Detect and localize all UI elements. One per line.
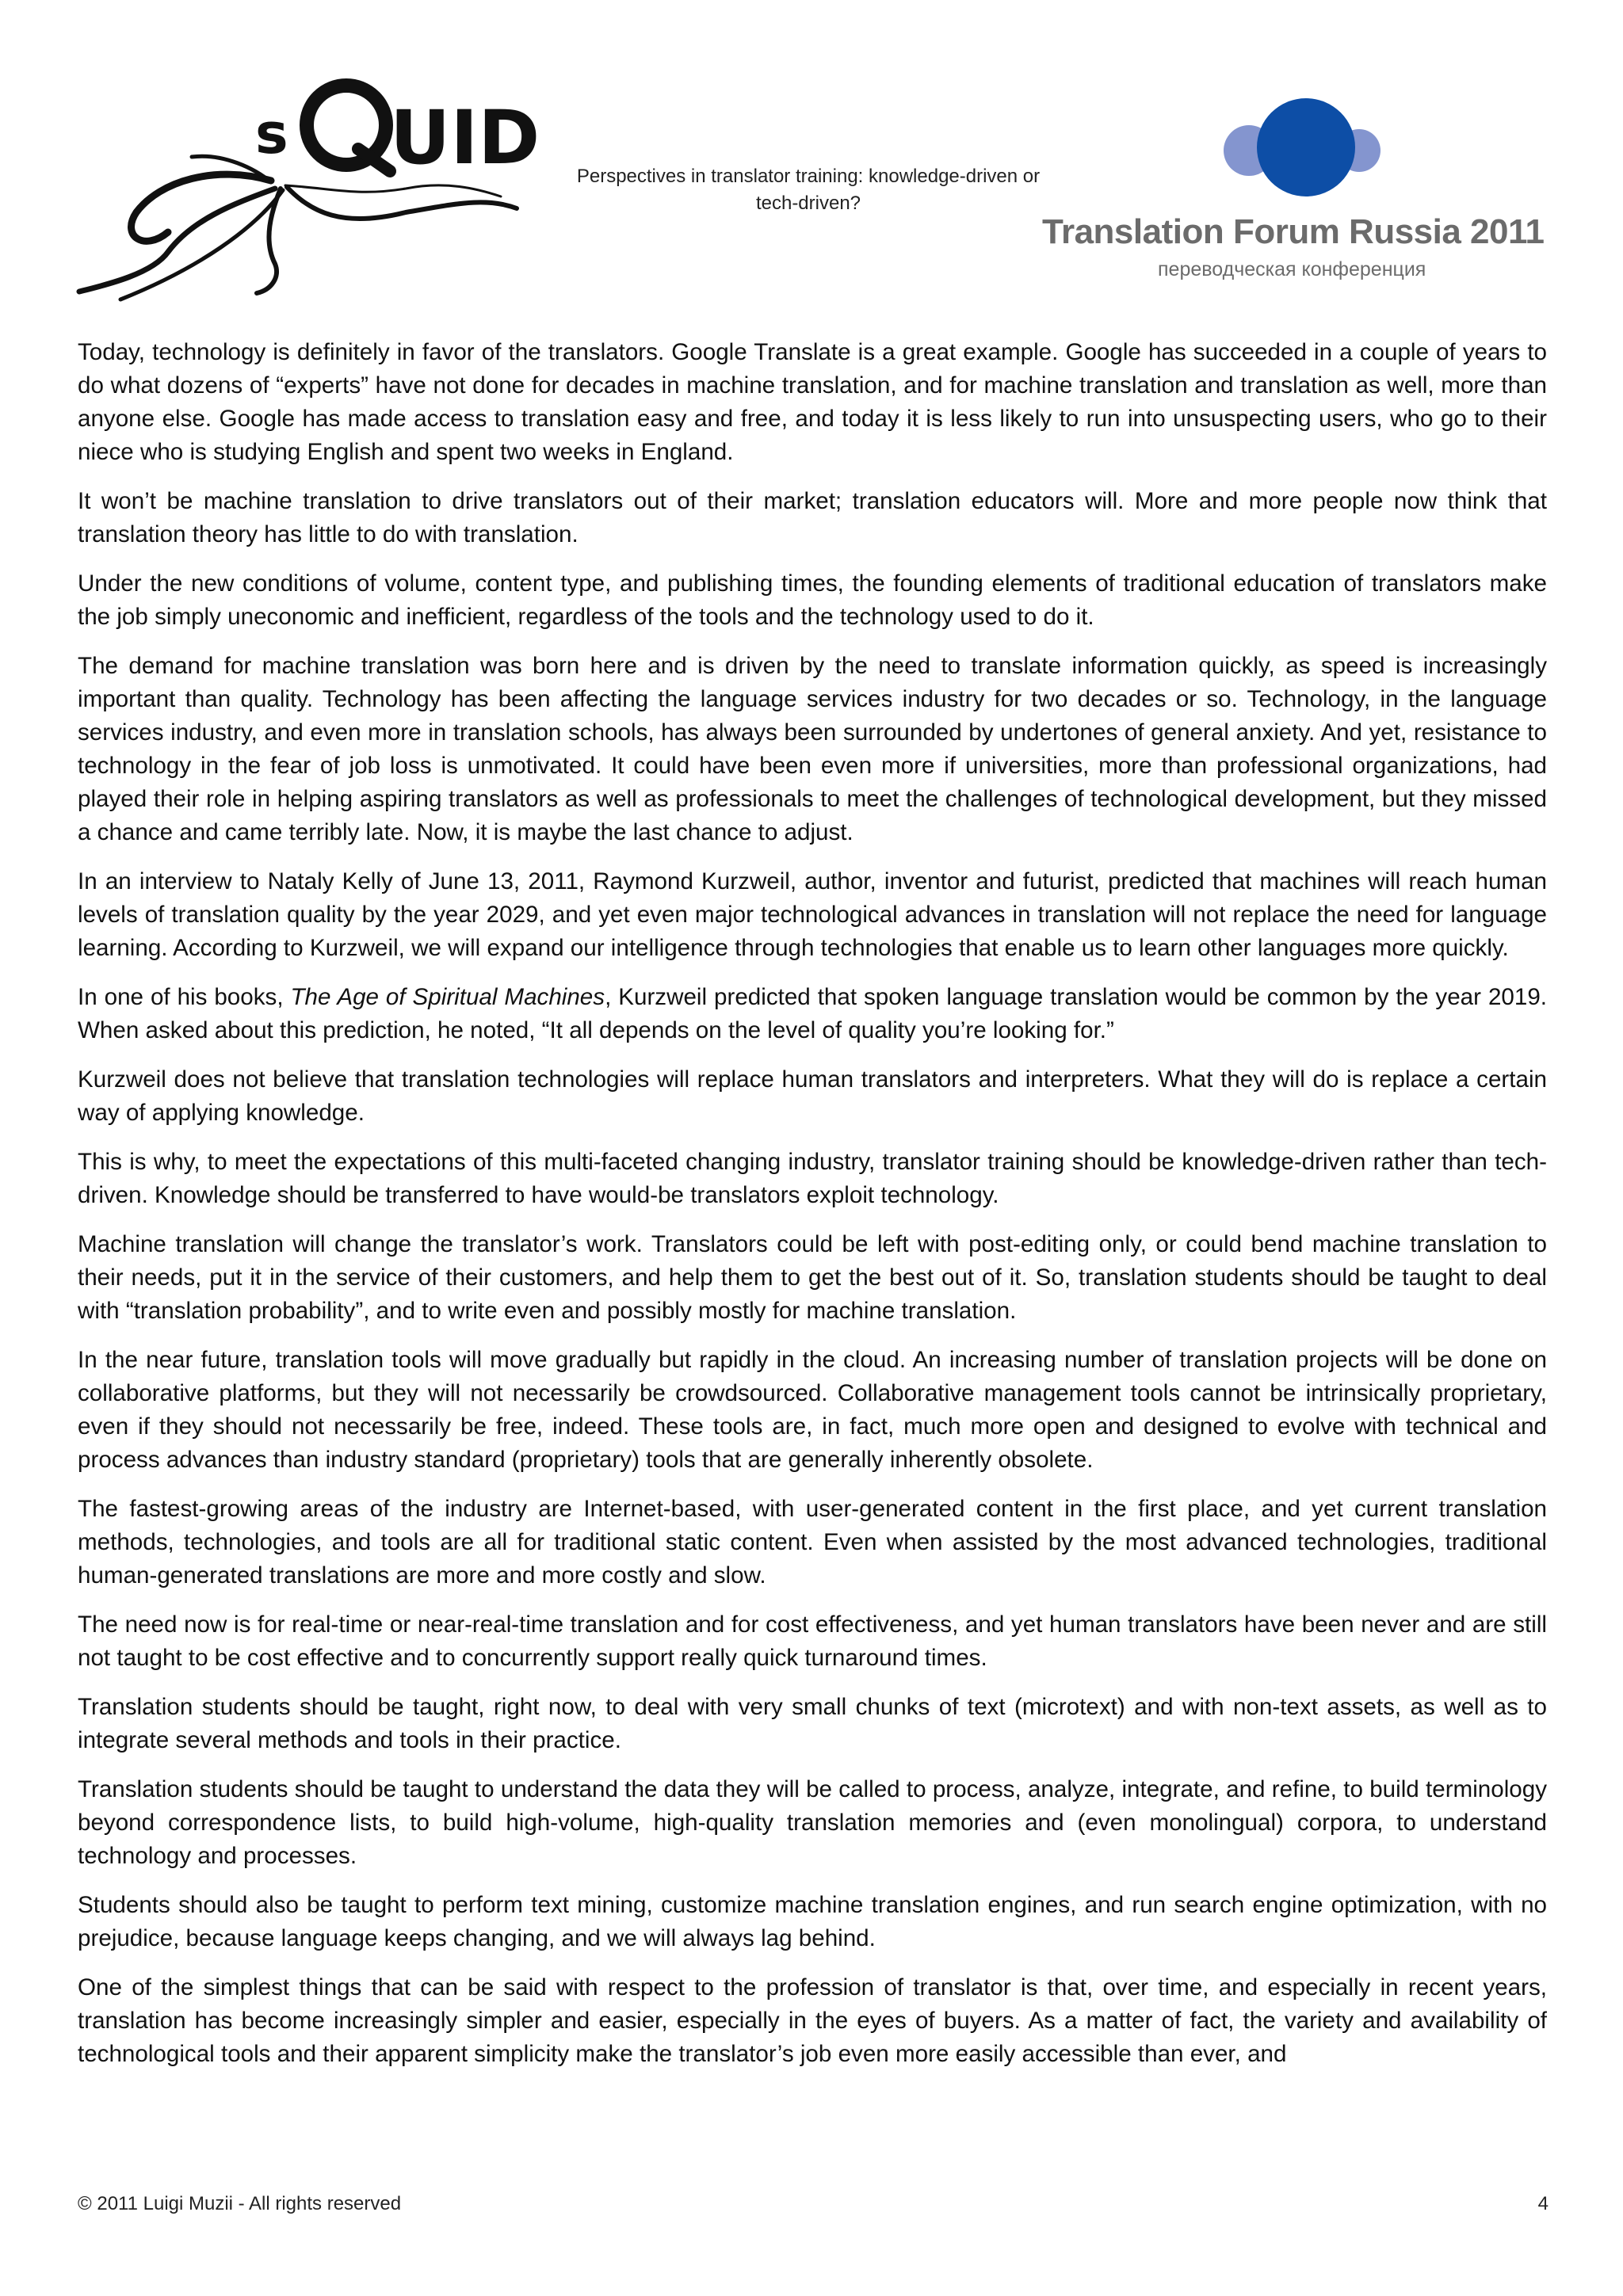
paragraph: It won’t be machine translation to drive translators out of their market; translation educators will. More and more people now think that translation theory has little to do with translation. (78, 488, 1547, 547)
paragraph: The fastest-growing areas of the industry are Internet-based, with user-generated content in the first place, and yet current translation methods, technologies, and tools are all for traditional static content. Even when assisted by the most advanced technologies, traditional human-generated translations are more and more costly and slow. (78, 1496, 1547, 1589)
paragraph: Translation students should be taught to understand the data they will be called to process, analyze, integrate, and refine, to build terminology beyond correspondence lists, to build high-volume, high-quality translation memories and (even monolingual) corpora, to understand technology and processes. (78, 1776, 1547, 1869)
paragraph: In the near future, translation tools will move gradually but rapidly in the cloud. An increasing number of translation projects will be done on collaborative platforms, but they will not necessarily be crowdsourced. Collaborative management tools cannot be intrinsically proprietary, even if they should not necessarily be free, indeed. These tools are, in fact, much more open and designed to evolve with technical and process advances than industry standard (proprietary) tools that are generally inherently obsolete. (78, 1347, 1547, 1473)
paragraph: Machine translation will change the translator’s work. Translators could be left with post-editing only, or could bend machine translation to their needs, put it in the service of their customers, and help them to get the best out of it. So, translation students should be taught to deal with “translation probability”, and to write even and possibly mostly for machine translation. (78, 1231, 1547, 1324)
page-header (0, 0, 1623, 317)
page-number: 4 (1537, 2193, 1549, 2214)
paragraph: This is why, to meet the expectations of this multi-faceted changing industry, translator training should be knowledge-driven rather than tech-driven. Knowledge should be transferred to have would-be translators exploit technology. (78, 1149, 1547, 1208)
text-run: , Kurzweil predicted that spoken language translation would be common by the year 2019. When asked about this prediction, he noted, “It all depends on the level of quality you’re looking for.” (78, 984, 1547, 1043)
paragraph: The demand for machine translation was born here and is driven by the need to translate information quickly, as speed is increasingly important than quality. Technology has been affecting the language services industry for two decades or so. Technology, in the language services industry, and even more in translation schools, has always been surrounded by undertones of general anxiety. And yet, resistance to technology in the fear of job loss is unmotivated. It could have been even more if universities, more than professional organizations, had played their role in helping aspiring translators as well as professionals to meet the challenges of technological development, but they missed a chance and came terribly late. Now, it is maybe the last chance to adjust. (78, 653, 1547, 845)
book-title: The Age of Spiritual Machines (290, 984, 605, 1010)
svg-text:s: s (255, 101, 288, 166)
paragraph: Under the new conditions of volume, content type, and publishing times, the founding elements of traditional education of translators make the job simply uneconomic and inefficient, regardless of the tools and the technology used to do it. (78, 570, 1547, 630)
document-title: Perspectives in translator training: knowledge-driven or tech-driven? (576, 166, 1041, 214)
article-body (78, 336, 1547, 2087)
paragraph: Translation students should be taught, right now, to deal with very small chunks of text (microtext) and with non-text assets, as well as to integrate several methods and tools in their practice. (78, 1694, 1547, 1753)
svg-text:UID: UID (390, 95, 540, 181)
paragraph-book-reference (78, 981, 1547, 1047)
squid-logo (73, 70, 564, 307)
paragraph: Today, technology is definitely in favor of the translators. Google Translate is a great example. Google has succeeded in a couple of years to do what dozens of “experts” have not done for decades in machine translation, and for machine translation and translation as well, more than anyone else. Google has made access to translation easy and free, and today it is less likely to run into unsuspecting users, who go to their niece who is studying English and spent two weeks in England. (78, 339, 1547, 465)
paragraph: In an interview to Nataly Kelly of June 13, 2011, Raymond Kurzweil, author, inventor and futurist, predicted that machines will reach human levels of translation quality by the year 2029, and yet even major technological advances in translation will not replace the need for language learning. According to Kurzweil, we will expand our intelligence through technologies that enable us to learn other languages more quickly. (78, 868, 1547, 961)
tfr-logo-subtitle: переводческая конференция (1158, 258, 1426, 280)
paragraph: The need now is for real-time or near-real-time translation and for cost effectiveness, and yet human translators have been never and are still not taught to be cost effective and to concurrently support really quick turnaround times. (78, 1611, 1547, 1671)
paragraph: One of the simplest things that can be said with respect to the profession of translator is that, over time, and especially in recent years, translation has become increasingly simpler and easier, especially in the eyes of buyers. As a matter of fact, the variety and availability of technological tools and their apparent simplicity make the translator’s job even more easily accessible than ever, and (78, 1974, 1547, 2067)
footer-copyright: © 2011 Luigi Muzii - All rights reserved (78, 2193, 402, 2214)
text-run: In one of his books, (78, 984, 291, 1010)
translation-forum-russia-logo (1042, 93, 1557, 292)
paragraph: Students should also be taught to perform text mining, customize machine translation engines, and run search engine optimization, with no prejudice, because language keeps changing, and we will always lag behind. (78, 1892, 1547, 1951)
tfr-logo-name: Translation Forum Russia 2011 (1042, 212, 1545, 251)
paragraph: Kurzweil does not believe that translation technologies will replace human translators and interpreters. What they will do is replace a certain way of applying knowledge. (78, 1066, 1547, 1126)
tfr-circles-icon (1212, 97, 1395, 208)
